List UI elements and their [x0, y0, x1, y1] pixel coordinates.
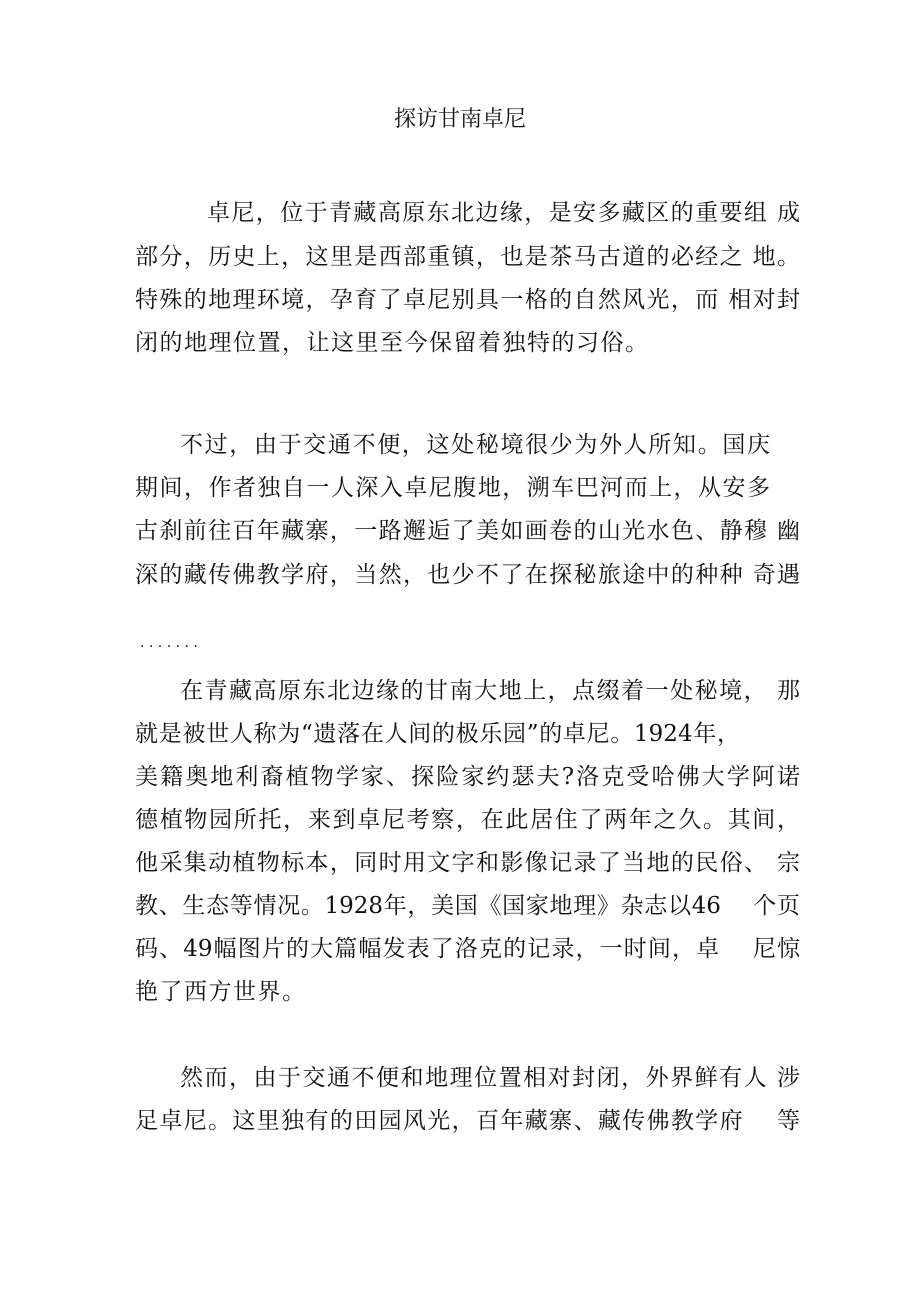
text-line: 期间，作者独自一人深入卓尼腹地，溯车巴河而上，从安多 — [135, 475, 770, 501]
ellipsis-line: . . . . . . . — [140, 635, 198, 651]
text-line: 然而，由于交通不便和地理位置相对封闭，外界鲜有人 涉 — [180, 1065, 800, 1091]
text-line: 古刹前往百年藏寨，一路邂逅了美如画卷的山光水色、静穆 幽 — [135, 518, 800, 544]
text-line: 闭的地理位置，让这里至今保留着独特的习俗。 — [135, 330, 650, 356]
text-line: 部分，历史上，这里是西部重镇，也是茶马古道的必经之 地。 — [135, 244, 800, 270]
text-line: 在青藏高原东北边缘的甘南大地上，点缀着一处秘境， 那 — [180, 678, 800, 704]
text-line: 码、49幅图片的大篇幅发表了洛克的记录，一时间，卓 尼惊 — [135, 936, 800, 962]
text-line: 特殊的地理环境，孕育了卓尼别具一格的自然风光，而 相对封 — [135, 287, 800, 313]
text-line: 不过，由于交通不便，这处秘境很少为外人所知。国庆 — [180, 432, 770, 458]
text-line: 他采集动植物标本，同时用文字和影像记录了当地的民俗、 宗 — [135, 850, 800, 876]
text-line: 艳了西方世界。 — [135, 979, 307, 1005]
text-line: 就是被世人称为“遗落在人间的极乐园”的卓尼。1924年， — [135, 721, 740, 747]
text-line: 德植物园所托，来到卓尼考察，在此居住了两年之久。其间， — [135, 807, 800, 833]
text-line: 卓尼，位于青藏高原东北边缘，是安多藏区的重要组 成 — [207, 200, 800, 226]
text-line: 教、生态等情况。1928年，美国《国家地理》杂志以46 个页 — [135, 893, 800, 919]
text-line: 深的藏传佛教学府，当然，也少不了在探秘旅途中的种种 奇遇 — [135, 562, 800, 588]
document-title: 探访甘南卓尼 — [393, 107, 526, 132]
text-line: 足卓尼。这里独有的田园风光，百年藏寨、藏传佛教学府 等 — [135, 1108, 800, 1134]
text-line: 美籍奥地利裔植物学家、探险家约瑟夫?洛克受哈佛大学阿诺 — [135, 764, 800, 790]
